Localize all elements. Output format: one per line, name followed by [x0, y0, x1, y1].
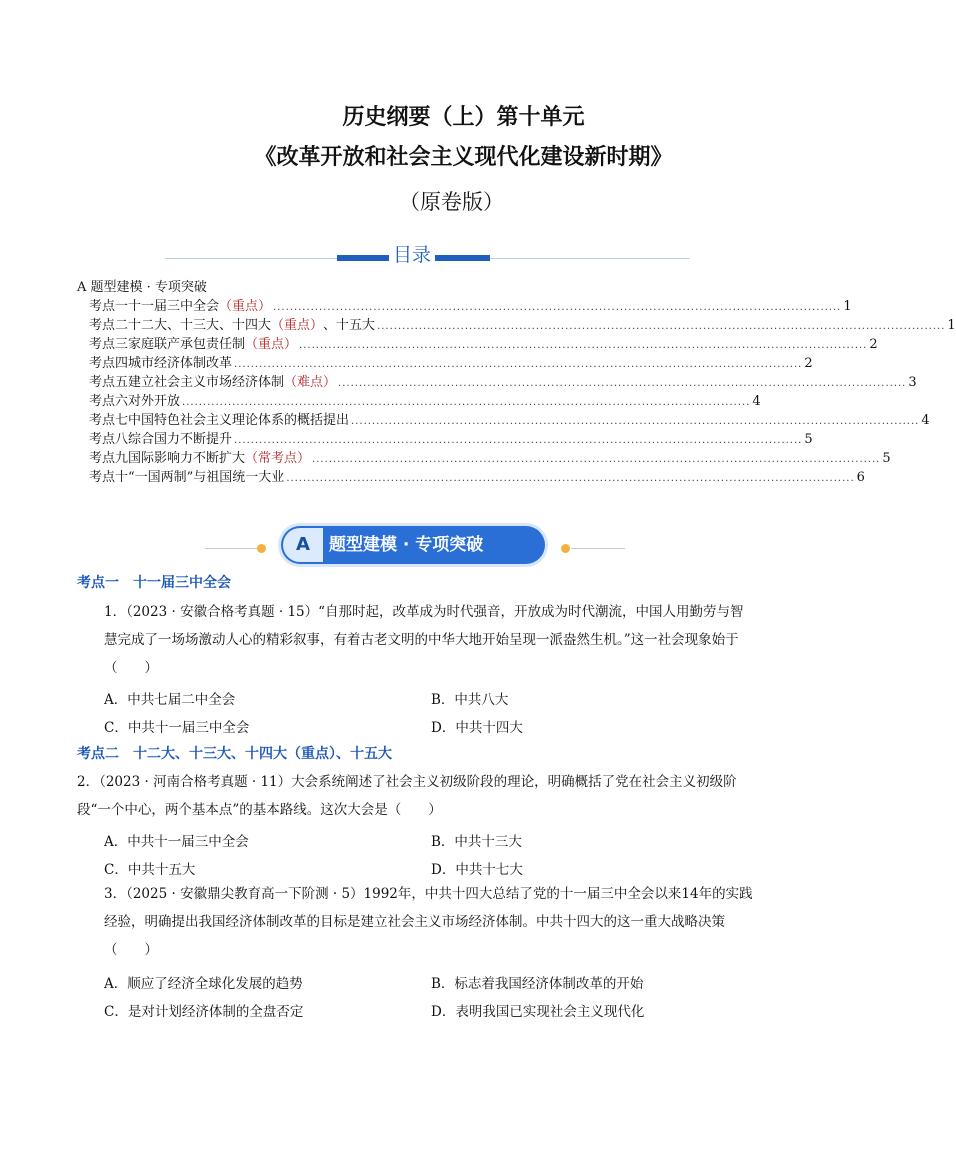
toc-item-page: 4	[752, 394, 761, 409]
toc-leader-dots: ........................................................................................................................................	[273, 302, 842, 313]
q1-option-a[interactable]: A．中共七届二中全会	[104, 692, 236, 708]
toc-item[interactable]	[89, 335, 878, 354]
toc-item-tag: （重点）	[245, 337, 298, 352]
q2-option-d[interactable]: D．中共十七大	[431, 862, 523, 878]
toc-item[interactable]	[89, 297, 852, 316]
q3-option-d[interactable]: D．表明我国已实现社会主义现代化	[431, 1004, 645, 1020]
toc-item[interactable]	[89, 392, 761, 411]
toc-item-tag: （常考点）	[245, 451, 311, 466]
toc-item-page: 1	[843, 299, 852, 314]
kp1-heading: 考点一 十一届三中全会	[77, 575, 231, 591]
toc-leader-dots: ........................................................................................................................................	[338, 378, 907, 389]
toc-item[interactable]	[89, 449, 891, 468]
toc-heading-label: 目录	[389, 240, 435, 267]
toc-item-key: 考点七	[89, 413, 129, 428]
toc-leader-dots: ........................................................................................................................................	[286, 473, 855, 484]
toc-item[interactable]	[89, 468, 865, 487]
toc-item-page: 4	[921, 413, 930, 428]
toc-item-key: 考点十	[89, 470, 129, 485]
toc-item-text: 建立社会主义市场经济体制	[128, 375, 285, 390]
banner-dot-right	[561, 544, 570, 553]
q1-stem: 1．（2023 · 安徽合格考真题 · 15）“自那时起，改革成为时代强音，开放成为时代潮流，中国人用勤劳与智慧完成了一场场激动人心的精彩叙事，有着古老文明的中华大地开始呈现一派盎然生机。”这一社会现象始于（ ）	[104, 604, 744, 676]
toc-item-page: 6	[856, 470, 865, 485]
q2-stem: 2．（2023 · 河南合格考真题 · 11）大会系统阐述了社会主义初级阶段的理论，明确概括了党在社会主义初级阶段“一个中心，两个基本点”的基本路线。这次大会是（ ）	[77, 774, 737, 818]
q1-option-b[interactable]: B．中共八大	[431, 692, 509, 708]
toc-item-text: 十一届三中全会	[128, 299, 220, 314]
toc-item[interactable]	[89, 354, 813, 373]
toc-item-text: 国际影响力不断扩大	[128, 451, 246, 466]
q2-option-b[interactable]: B．中共十三大	[431, 834, 522, 850]
toc-leader-dots: ........................................................................................................................................	[182, 397, 751, 408]
toc-item[interactable]	[89, 430, 813, 449]
toc-item-text: 城市经济体制改革	[128, 356, 233, 371]
toc-item-page: 2	[869, 337, 878, 352]
table-of-contents	[89, 297, 956, 487]
toc-item-key: 考点九	[89, 451, 129, 466]
section-banner	[205, 526, 625, 566]
banner-dot-left	[257, 544, 266, 553]
toc-item-text: “一国两制”与祖国统一大业	[128, 470, 285, 485]
toc-item-key: 考点五	[89, 375, 129, 390]
toc-item-text: 家庭联产承包责任制	[128, 337, 246, 352]
kp2-heading: 考点二 十二大、十三大、十四大（重点）、十五大	[77, 746, 392, 762]
toc-bar-left	[337, 255, 389, 261]
toc-item-page: 3	[908, 375, 917, 390]
toc-item[interactable]	[89, 373, 917, 392]
toc-item-tag: （重点）	[219, 299, 272, 314]
document-subtitle: 《改革开放和社会主义现代化建设新时期》	[254, 145, 673, 170]
toc-item-key: 考点六	[89, 394, 129, 409]
toc-item-page: 2	[804, 356, 813, 371]
toc-item[interactable]	[89, 411, 930, 430]
q3-option-c[interactable]: C．是对计划经济体制的全盘否定	[104, 1004, 304, 1020]
q2-option-c[interactable]: C．中共十五大	[104, 862, 196, 878]
banner-line-left	[205, 548, 257, 549]
toc-bar-right	[435, 255, 490, 261]
banner-line-right	[571, 548, 625, 549]
q3-stem: 3．（2025 · 安徽鼎尖教育高一下阶测 · 5）1992年，中共十四大总结了党的十一届三中全会以来14年的实践经验，明确提出我国经济体制改革的目标是建立社会主义市场经济体制。中共十四大的这一重大战略决策（ ）	[104, 886, 753, 958]
toc-item-page: 1	[947, 318, 956, 333]
toc-leader-dots: ........................................................................................................................................	[377, 321, 946, 332]
toc-leader-dots: ........................................................................................................................................	[234, 359, 803, 370]
toc-item-key: 考点一	[89, 299, 129, 314]
toc-item-text: 对外开放	[128, 394, 181, 409]
toc-item-tail: 、十五大	[323, 318, 376, 333]
banner-badge: A	[283, 528, 323, 562]
toc-item-text: 综合国力不断提升	[128, 432, 233, 447]
toc-item-tag: （难点）	[284, 375, 337, 390]
toc-item-key: 考点二	[89, 318, 129, 333]
toc-leader-dots: ........................................................................................................................................	[234, 435, 803, 446]
toc-heading	[165, 240, 690, 272]
toc-item-key: 考点四	[89, 356, 129, 371]
toc-item-page: 5	[804, 432, 813, 447]
toc-section-label: A 题型建模 · 专项突破	[77, 280, 207, 295]
document-version: （原卷版）	[399, 190, 504, 214]
toc-item-text: 十二大、十三大、十四大	[128, 318, 272, 333]
q2-option-a[interactable]: A．中共十一届三中全会	[104, 834, 249, 850]
toc-item[interactable]	[89, 316, 956, 335]
toc-item-key: 考点八	[89, 432, 129, 447]
toc-item-tag: （重点）	[271, 318, 324, 333]
q1-option-c[interactable]: C．中共十一届三中全会	[104, 720, 250, 736]
toc-leader-dots: ........................................................................................................................................	[351, 416, 920, 427]
q3-option-a[interactable]: A．顺应了经济全球化发展的趋势	[104, 976, 303, 992]
toc-item-key: 考点三	[89, 337, 129, 352]
banner-title: 题型建模 · 专项突破	[329, 535, 484, 555]
toc-leader-dots: ........................................................................................................................................	[312, 454, 881, 465]
q3-option-b[interactable]: B．标志着我国经济体制改革的开始	[431, 976, 644, 992]
document-title: 历史纲要（上）第十单元	[342, 105, 585, 130]
toc-item-page: 5	[882, 451, 891, 466]
q1-option-d[interactable]: D．中共十四大	[431, 720, 523, 736]
toc-item-text: 中国特色社会主义理论体系的概括提出	[128, 413, 350, 428]
toc-leader-dots: ........................................................................................................................................	[299, 340, 868, 351]
